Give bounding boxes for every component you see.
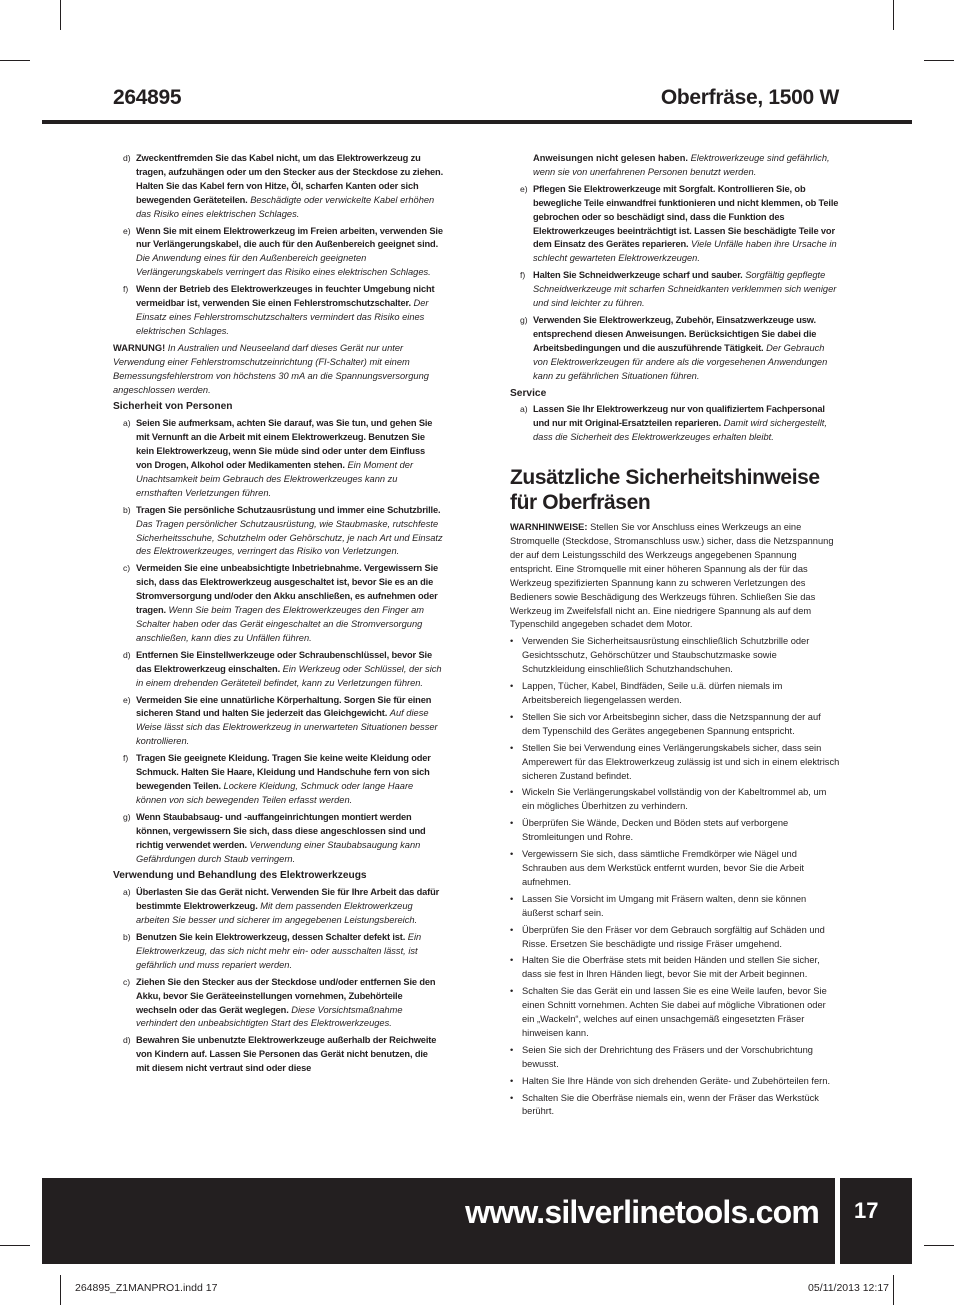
bullet-item xyxy=(510,635,840,677)
warning-label: WARNUNG! xyxy=(113,342,166,353)
item-explanation: Die Anwendung eines für den Außenbereich geeigneten Verlängerungskabels verringert das Risiko eines elektrischen Schlages. xyxy=(136,253,431,278)
product-title: Oberfräse, 1500 W xyxy=(660,86,839,109)
item-letter: a) xyxy=(520,404,528,415)
bullet-text: Schalten Sie das Gerät ein und lassen Sie es eine Weile laufen, bevor Sie einen Schnitt vornehmen. Achten Sie dabei auf mögliche Vibrationen oder ein „Wackeln“, welches auf einen unsachgemäß eingesetzten Fräser hinweisen kann. xyxy=(522,986,827,1038)
item-letter: a) xyxy=(123,418,131,429)
list-item xyxy=(113,1034,443,1076)
bullet-icon: • xyxy=(510,681,514,692)
continuation-italic: Elektrowerkzeuge sind gefährlich, wenn sie von unerfahrenen Personen benutzt werden. xyxy=(533,153,830,177)
bullet-icon: • xyxy=(510,849,514,860)
list-item xyxy=(113,649,443,691)
item-explanation: Verwendung einer Staubabsaugung kann Gefährdungen durch Staub verringern. xyxy=(136,839,421,864)
bullet-text: Seien Sie sich der Drehrichtung des Fräsers und der Vorschubrichtung bewusst. xyxy=(522,1044,813,1069)
slug-datetime: 05/11/2013 12:17 xyxy=(808,1282,889,1294)
bullet-text: Vergewissern Sie sich, dass sämtliche Fremdkörper wie Nägel und Schrauben aus dem Werkstück entfernt wurden, bevor Sie die Arbeit aufnehmen. xyxy=(522,849,804,887)
header-rule xyxy=(42,120,912,124)
item-explanation: Der Einsatz eines Fehlerstromschutzschalters vermindert das Risiko eines elektrischen Schlages. xyxy=(136,298,429,336)
bullet-icon: • xyxy=(510,893,514,904)
item-instruction: Wenn Sie mit einem Elektrowerkzeug im Freien arbeiten, verwenden Sie nur Verlängerungskabel, die auch für den Außenbereich geeignet sind. xyxy=(136,225,443,250)
bullet-icon: • xyxy=(510,636,514,647)
item-explanation: Wenn Sie beim Tragen des Elektrowerkzeuges den Finger am Schalter haben oder das Gerät eingeschaltet an die Stromversorgung anschließen, kann dies zu Unfällen führen. xyxy=(136,605,424,643)
list-item xyxy=(113,886,443,928)
list-item xyxy=(510,183,840,266)
product-number: 264895 xyxy=(113,86,182,109)
bullet-list xyxy=(510,635,840,1119)
crop-mark xyxy=(924,1245,954,1246)
bullet-item xyxy=(510,786,840,814)
bullet-item xyxy=(510,817,840,845)
item-explanation: Viele Unfälle haben ihre Ursache in schlecht gewarteten Elektrowerkzeugen. xyxy=(533,239,837,264)
bullet-icon: • xyxy=(510,1092,514,1103)
list-item xyxy=(113,694,443,750)
item-instruction: Entfernen Sie Einstellwerkzeuge oder Schraubenschlüssel, bevor Sie das Elektrowerkzeug einschalten. xyxy=(136,649,432,674)
item-letter: d) xyxy=(123,153,131,163)
item-explanation: Beschädigte oder verwickelte Kabel erhöhen das Risiko eines elektrischen Schlages. xyxy=(136,194,435,219)
page-number-box xyxy=(840,1178,912,1264)
item-letter: e) xyxy=(123,225,131,236)
footer-bar xyxy=(42,1178,835,1264)
bullet-text: Schalten Sie die Oberfräse niemals ein, wenn der Fräser das Werkstück berührt. xyxy=(522,1092,819,1117)
bullet-text: Stellen Sie sich vor Arbeitsbeginn sicher, dass die Netzspannung der auf dem Typenschild des Gerätes angegebenen Spannung entspricht. xyxy=(522,711,821,736)
item-letter: a) xyxy=(123,887,131,898)
item-instruction: Benutzen Sie kein Elektrowerkzeug, dessen Schalter defekt ist. xyxy=(136,932,406,943)
item-instruction: Wenn Staubabsaug- und -auffangeinrichtungen montiert werden können, vergewissern Sie sich, dass diese angeschlossen sind und richtig verwendet werden. xyxy=(136,811,426,850)
item-instruction: Wenn der Betrieb des Elektrowerkzeuges in feuchter Umgebung nicht vermeidbar ist, verwenden Sie einen Fehlerstromschutzschalter. xyxy=(136,284,435,309)
item-letter: c) xyxy=(123,976,131,987)
right-column xyxy=(510,152,840,1119)
list-item xyxy=(113,504,443,560)
item-explanation: Ein Moment der Unachtsamkeit beim Gebrauch des Elektrowerkzeuges kann zu ernsthaften Verletzungen führen. xyxy=(136,460,414,498)
left-column xyxy=(113,152,443,1079)
item-explanation: Das Tragen persönlicher Schutzausrüstung, wie Staubmaske, rutschfeste Sicherheitsschuhe, Schutzhelm oder Gehörschutz, je nach Art und Einsatz des Elektrowerkzeuges, verringert das Risiko von Verletzungen. xyxy=(136,518,443,557)
bullet-item xyxy=(510,954,840,982)
item-letter: f) xyxy=(123,753,129,764)
bullet-text: Wickeln Sie Verlängerungskabel vollständig von der Kabeltrommel ab, um ein mögliches Überhitzen zu verhindern. xyxy=(522,787,827,812)
list-item xyxy=(113,283,443,339)
warnhinweise-text: Stellen Sie vor Anschluss eines Werkzeugs an eine Stromquelle (Steckdose, Stromanschluss usw.) sicher, dass die Netzspannung der auf dem Leistungsschild des Werkzeugs angegebenen Spannung entspricht. Eine Stromquelle mit einer höheren Spannung als der für das Werkzeug spezifizierten Spannung kann zu schweren Verletzungen des Bedieners sowie Beschädigung des Werkzeugs führen. Schließen Sie das Werkzeug im Zweifelsfall nicht an. Eine niedrigere Spannung als auf dem Typenschild angegeben schadet dem Motor. xyxy=(510,522,834,630)
bullet-icon: • xyxy=(510,1075,514,1086)
item-instruction: Ziehen Sie den Stecker aus der Steckdose und/oder entfernen Sie den Akku, bevor Sie Geräteeinstellungen vornehmen, Zubehörteile wechseln oder das Gerät weglegen. xyxy=(136,976,436,1015)
bullet-item xyxy=(510,742,840,784)
bullet-icon: • xyxy=(510,818,514,829)
item-letter: e) xyxy=(520,183,528,194)
bullet-item xyxy=(510,924,840,952)
item-instruction: Verwenden Sie Elektrowerkzeug, Zubehör, Einsatzwerkzeuge usw. entsprechend diesen Anweisungen. Berücksichtigen Sie dabei die Arbeitsbedingungen und die auszuführende Tätigkeit. xyxy=(533,314,817,353)
item-explanation: Sorgfältig gepflegte Schneidwerkzeuge mit scharfen Schneidkanten verklemmen sich weniger und sind leichter zu führen. xyxy=(533,270,837,309)
section-handling-heading: Verwendung und Behandlung des Elektrowerkzeugs xyxy=(113,870,367,882)
bullet-item xyxy=(510,711,840,739)
bullet-icon: • xyxy=(510,742,514,753)
item-explanation: Der Gebrauch von Elektrowerkzeugen für andere als die vorgesehenen Anwendungen kann zu gefährlichen Situationen führen. xyxy=(533,342,828,381)
item-letter: b) xyxy=(123,504,131,515)
item-letter: g) xyxy=(520,314,528,325)
item-letter: g) xyxy=(123,811,131,822)
crop-mark xyxy=(0,60,30,61)
warnhinweise-paragraph xyxy=(510,521,840,632)
item-explanation: Damit wird sichergestellt, dass die Sicherheit des Elektrowerkzeuges erhalten bleibt. xyxy=(533,418,827,443)
crop-mark xyxy=(60,0,61,30)
bullet-item xyxy=(510,848,840,890)
item-explanation: Auf diese Weise lässt sich das Elektrowerkzeug in unerwarteten Situationen besser kontrollieren. xyxy=(136,708,438,747)
item-instruction: Überlasten Sie das Gerät nicht. Verwenden Sie für Ihre Arbeit das dafür bestimmte Elektrowerkzeug. xyxy=(136,887,440,912)
bullet-text: Halten Sie Ihre Hände von sich drehenden Geräte- und Zubehörteilen fern. xyxy=(522,1075,831,1086)
bullet-item xyxy=(510,893,840,921)
item-explanation: Diese Vorsichtsmaßnahme verhindert den unbeabsichtigten Start des Elektrowerkzeuges. xyxy=(136,1004,403,1029)
list-item xyxy=(113,225,443,281)
bullet-icon: • xyxy=(510,1044,514,1055)
item-instruction: Tragen Sie geeignete Kleidung. Tragen Sie keine weite Kleidung oder Schmuck. Halten Sie Haare, Kleidung und Handschuhe fern von sich bewegenden Teilen. xyxy=(136,753,431,791)
bullet-item xyxy=(510,985,840,1041)
item-instruction: Vermeiden Sie eine unbeabsichtigte Inbetriebnahme. Vergewissern Sie sich, dass das Elektrowerkzeug ausgeschaltet ist, bevor Sie es an die Stromversorgung und/oder den Akku anschließen, es aufnehmen oder tragen. xyxy=(136,563,439,616)
bullet-text: Verwenden Sie Sicherheitsausrüstung einschließlich Schutzbrille oder Gesichtsschutz, Gehörschützer und Staubschutzmaske sowie Schutzkleidung einschließlich Schutzhandschuhen. xyxy=(522,636,810,675)
bullet-text: Lassen Sie Vorsicht im Umgang mit Fräsern walten, denn sie können äußerst scharf sein. xyxy=(522,893,807,918)
list-item xyxy=(510,314,840,384)
crop-mark xyxy=(893,1275,894,1305)
list-item xyxy=(113,752,443,808)
item-explanation: Ein Elektrowerkzeug, das sich nicht mehr ein- oder ausschalten lässt, ist gefährlich und muss repariert werden. xyxy=(136,932,422,970)
list-item xyxy=(113,152,443,222)
section-personal-heading: Sicherheit von Personen xyxy=(113,401,233,413)
section-service-heading: Service xyxy=(510,387,547,399)
continuation-text xyxy=(510,152,840,180)
warning-text: In Australien und Neuseeland darf dieses Gerät nur unter Verwendung einer Fehlerstromschutzeinrichtung (FI-Schalter) mit einem Bemessungsfehlerstrom von höchstens 30 mA an die Spannungsversorgung angeschlossen werden. xyxy=(113,342,429,395)
list-item xyxy=(113,811,443,867)
bullet-icon: • xyxy=(510,924,514,935)
item-letter: c) xyxy=(123,563,131,574)
item-explanation: Lockere Kleidung, Schmuck oder lange Haare können von sich bewegenden Teilen erfasst werden. xyxy=(136,780,414,805)
item-explanation: Mit dem passenden Elektrowerkzeug arbeiten Sie besser und sicherer im angegebenen Leistungsbereich. xyxy=(136,901,418,926)
website-url[interactable]: www.silverlinetools.com xyxy=(465,1194,819,1230)
bullet-text: Überprüfen Sie Wände, Decken und Böden stets auf verborgene Stromleitungen und Rohre. xyxy=(522,818,789,843)
slug-file: 264895_Z1MANPRO1.indd 17 xyxy=(75,1282,218,1294)
page-number: 17 xyxy=(854,1198,879,1223)
bullet-text: Lappen, Tücher, Kabel, Bindfäden, Seile u.ä. dürfen niemals im Arbeitsbereich liegengelassen werden. xyxy=(522,681,783,705)
list-item xyxy=(510,269,840,311)
item-instruction: Bewahren Sie unbenutzte Elektrowerkzeuge außerhalb der Reichweite von Kindern auf. Lassen Sie Personen das Gerät nicht benutzen, die mit diesem nicht vertraut sind oder diese xyxy=(136,1035,437,1074)
list-item xyxy=(510,403,840,445)
item-instruction: Zweckentfremden Sie das Kabel nicht, um das Elektrowerkzeug zu tragen, aufzuhängen oder um den Stecker aus der Steckdose zu ziehen. Halten Sie das Kabel fern von Hitze, Öl, scharfen Kanten oder sich bewegenden Geräteteilen. xyxy=(136,153,444,205)
item-instruction: Tragen Sie persönliche Schutzausrüstung und immer eine Schutzbrille. xyxy=(136,504,441,515)
additional-safety-heading: Zusätzliche Sicherheitshinweise für Oberfräsen xyxy=(510,466,820,515)
item-instruction: Lassen Sie Ihr Elektrowerkzeug nur von qualifiziertem Fachpersonal und nur mit Original-Ersatzteilen reparieren. xyxy=(533,404,825,429)
crop-mark xyxy=(893,0,894,30)
bullet-item xyxy=(510,1075,840,1089)
item-explanation: Ein Werkzeug oder Schlüssel, der sich in einem drehenden Geräteteil befindet, kann zu Verletzungen führen. xyxy=(136,663,442,688)
bullet-icon: • xyxy=(510,986,514,997)
item-letter: f) xyxy=(123,284,129,295)
item-letter: b) xyxy=(123,932,131,943)
crop-mark xyxy=(60,1275,61,1305)
item-letter: d) xyxy=(123,1035,131,1046)
bullet-text: Überprüfen Sie den Fräser vor dem Gebrauch sorgfältig auf Schäden und Risse. Ersetzen Sie beschädigte und rissige Fräser umgehend. xyxy=(522,924,825,949)
bullet-icon: • xyxy=(510,955,514,966)
list-item xyxy=(113,417,443,500)
item-instruction: Seien Sie aufmerksam, achten Sie darauf, was Sie tun, und gehen Sie mit Vernunft an die Arbeit mit einem Elektrowerkzeug. Benutzen Sie kein Elektrowerkzeug, wenn Sie müde sind oder unter dem Einfluss von Drogen, Alkohol oder Medikamenten stehen. xyxy=(136,418,433,471)
list-item xyxy=(113,976,443,1032)
bullet-icon: • xyxy=(510,787,514,798)
crop-mark xyxy=(0,1245,30,1246)
bullet-item xyxy=(510,1092,840,1120)
bullet-text: Stellen Sie bei Verwendung eines Verlängerungskabels sicher, dass sein Amperewert für das Elektrowerkzeug zulässig ist und sich in einem elektrisch sicheren Zustand befindet. xyxy=(522,742,840,781)
item-letter: d) xyxy=(123,649,131,660)
item-letter: e) xyxy=(123,694,131,705)
bullet-icon: • xyxy=(510,711,514,722)
bullet-item xyxy=(510,680,840,708)
warnhinweise-label: WARNHINWEISE: xyxy=(510,522,588,533)
crop-mark xyxy=(924,60,954,61)
item-letter: f) xyxy=(520,270,526,281)
warning-note xyxy=(113,342,443,398)
list-item xyxy=(113,562,443,645)
list-item xyxy=(113,931,443,973)
bullet-item xyxy=(510,1044,840,1072)
continuation-bold: Anweisungen nicht gelesen haben. xyxy=(533,153,688,163)
item-instruction: Pflegen Sie Elektrowerkzeuge mit Sorgfalt. Kontrollieren Sie, ob bewegliche Teile einwandfrei funktionieren und nicht klemmen, ob Teile gebrochen oder so beschädigt sind, dass die Funktion des Elektrowerkzeuges beeinträchtigt ist. Lassen Sie beschädigte Teile vor dem Einsatz des Gerätes reparieren. xyxy=(533,183,839,250)
item-instruction: Halten Sie Schneidwerkzeuge scharf und sauber. xyxy=(533,270,743,281)
bullet-text: Halten Sie die Oberfräse stets mit beiden Händen und stellen Sie sicher, dass sie fest in Ihren Händen liegt, bevor Sie mit der Arbeit beginnen. xyxy=(522,955,820,980)
item-instruction: Vermeiden Sie eine unnatürliche Körperhaltung. Sorgen Sie für einen sicheren Stand und halten Sie jederzeit das Gleichgewicht. xyxy=(136,694,432,719)
